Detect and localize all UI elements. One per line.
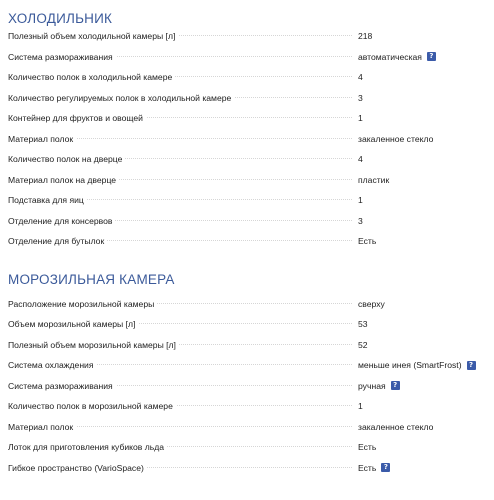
section-title-freezer: МОРОЗИЛЬНАЯ КАМЕРА <box>8 271 175 287</box>
spec-value: Есть <box>358 442 377 453</box>
spec-value: 3 <box>358 92 363 103</box>
spec-label: Расположение морозильной камеры <box>8 299 157 309</box>
help-icon[interactable]: ? <box>427 52 436 61</box>
spec-label: Материал полок на дверце <box>8 175 119 185</box>
spec-label: Количество полок на дверце <box>8 154 125 164</box>
spec-row <box>8 335 486 356</box>
spec-value-cell <box>358 52 486 62</box>
spec-label-cell <box>8 299 358 309</box>
spec-label: Система охлаждения <box>8 360 97 370</box>
spec-label: Объем морозильной камеры [л] <box>8 319 138 329</box>
spec-label-cell <box>8 113 358 123</box>
spec-label: Отделение для консервов <box>8 216 115 226</box>
spec-value-cell <box>358 93 486 103</box>
spec-row <box>8 417 486 438</box>
spec-label-cell <box>8 175 358 185</box>
spec-value: 53 <box>358 319 368 330</box>
spec-value: закаленное стекло <box>358 421 434 432</box>
spec-row <box>8 396 486 417</box>
spec-value-cell <box>358 31 486 41</box>
spec-value-cell <box>358 113 486 123</box>
spec-value-cell <box>358 299 486 309</box>
spec-label-cell <box>8 195 358 205</box>
spec-value: автоматическая <box>358 51 422 62</box>
spec-label-cell <box>8 154 358 164</box>
spec-label: Полезный объем холодильной камеры [л] <box>8 31 178 41</box>
spec-value: 1 <box>358 401 363 412</box>
spec-value-cell <box>358 175 486 185</box>
spec-value: 4 <box>358 72 363 83</box>
spec-row <box>8 231 486 252</box>
spec-row <box>8 108 486 129</box>
spec-label-cell <box>8 422 358 432</box>
spec-value-cell <box>358 134 486 144</box>
spec-row <box>8 294 486 315</box>
spec-label-cell <box>8 236 358 246</box>
spec-value-cell <box>358 236 486 246</box>
spec-label: Количество полок в холодильной камере <box>8 72 175 82</box>
spec-value-cell <box>358 72 486 82</box>
spec-value: 52 <box>358 339 368 350</box>
spec-label: Подставка для яиц <box>8 195 87 205</box>
spec-value-cell <box>358 381 486 391</box>
spec-value: сверху <box>358 298 385 309</box>
spec-row <box>8 376 486 397</box>
spec-row <box>8 88 486 109</box>
spec-label-cell <box>8 340 358 350</box>
spec-row <box>8 437 486 458</box>
help-icon[interactable]: ? <box>391 381 400 390</box>
spec-value-cell <box>358 319 486 329</box>
spec-value: 1 <box>358 195 363 206</box>
spec-value: 218 <box>358 31 373 42</box>
spec-value-cell <box>358 442 486 452</box>
spec-row <box>8 170 486 191</box>
spec-value-cell <box>358 463 486 473</box>
spec-row <box>8 67 486 88</box>
spec-row <box>8 458 486 479</box>
spec-value: Есть <box>358 236 377 247</box>
spec-row <box>8 314 486 335</box>
spec-value-cell <box>358 360 486 370</box>
spec-value: Есть <box>358 462 377 473</box>
spec-label: Количество регулируемых полок в холодильной камере <box>8 93 234 103</box>
spec-label-cell <box>8 134 358 144</box>
spec-value: меньше инея (SmartFrost) <box>358 360 462 371</box>
spec-row <box>8 26 486 47</box>
help-icon[interactable]: ? <box>381 463 390 472</box>
section-title-fridge: ХОЛОДИЛЬНИК <box>8 11 113 26</box>
spec-value-cell <box>358 422 486 432</box>
spec-label: Система размораживания <box>8 52 116 62</box>
fridge-spec-list <box>8 26 486 252</box>
spec-label: Количество полок в морозильной камере <box>8 401 176 411</box>
spec-label-cell <box>8 93 358 103</box>
spec-value: ручная <box>358 380 386 391</box>
spec-row <box>8 211 486 232</box>
spec-label: Система размораживания <box>8 381 116 391</box>
spec-label-cell <box>8 442 358 452</box>
spec-value-cell <box>358 340 486 350</box>
spec-label-cell <box>8 319 358 329</box>
spec-value-cell <box>358 401 486 411</box>
spec-label-cell <box>8 72 358 82</box>
spec-label: Гибкое пространство (VarioSpace) <box>8 463 147 473</box>
spec-value-cell <box>358 154 486 164</box>
spec-row <box>8 47 486 68</box>
spec-label-cell <box>8 360 358 370</box>
spec-label-cell <box>8 381 358 391</box>
spec-value: 1 <box>358 113 363 124</box>
spec-value: 3 <box>358 215 363 226</box>
spec-label: Материал полок <box>8 134 76 144</box>
spec-value: закаленное стекло <box>358 133 434 144</box>
spec-label: Полезный объем морозильной камеры [л] <box>8 340 179 350</box>
spec-label-cell <box>8 401 358 411</box>
spec-label-cell <box>8 216 358 226</box>
spec-label-cell <box>8 31 358 41</box>
spec-value: пластик <box>358 174 390 185</box>
spec-row <box>8 129 486 150</box>
spec-label: Лоток для приготовления кубиков льда <box>8 442 167 452</box>
spec-label: Материал полок <box>8 422 76 432</box>
spec-label-cell <box>8 52 358 62</box>
spec-value: 4 <box>358 154 363 165</box>
spec-row <box>8 190 486 211</box>
spec-label-cell <box>8 463 358 473</box>
spec-value-cell <box>358 195 486 205</box>
spec-label: Отделение для бутылок <box>8 236 107 246</box>
freezer-spec-list <box>8 294 486 479</box>
spec-row <box>8 355 486 376</box>
help-icon[interactable]: ? <box>467 361 476 370</box>
spec-label: Контейнер для фруктов и овощей <box>8 113 146 123</box>
spec-row <box>8 149 486 170</box>
spec-value-cell <box>358 216 486 226</box>
